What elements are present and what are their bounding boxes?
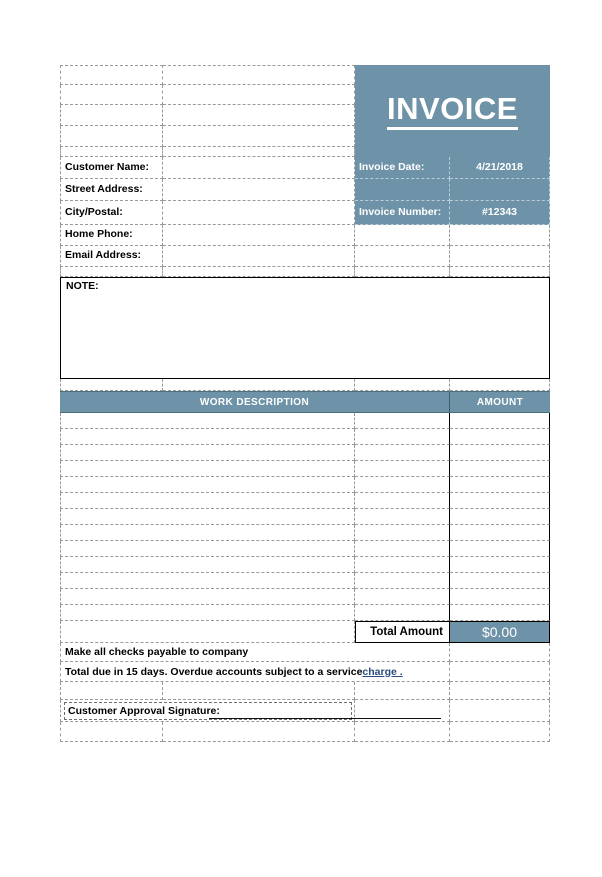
total-row-spacer	[60, 621, 355, 643]
work-table-header	[60, 391, 550, 413]
spacer-cell	[355, 682, 450, 700]
spacer-cell	[163, 682, 355, 700]
terms-text: Total due in 15 days. Overdue accounts subject to a service	[65, 665, 363, 678]
payable-note-row	[60, 643, 550, 662]
cell-work-description[interactable]	[60, 589, 355, 605]
table-row	[60, 477, 550, 493]
cell-work-description[interactable]	[60, 493, 355, 509]
spacer-cell[interactable]	[163, 147, 355, 157]
customer-row	[60, 179, 550, 201]
spacer-cell[interactable]	[60, 105, 163, 126]
spacer-row	[60, 147, 355, 157]
cell-amount[interactable]	[450, 573, 550, 589]
customer-row	[60, 201, 550, 225]
cell-work-description[interactable]	[60, 461, 355, 477]
input-home-phone[interactable]	[163, 225, 355, 246]
spacer-cell	[450, 682, 550, 700]
table-row	[60, 493, 550, 509]
cell-work-description[interactable]	[60, 445, 355, 461]
table-row	[60, 541, 550, 557]
table-row	[60, 573, 550, 589]
spacer-cell	[450, 722, 550, 742]
spacer-cell[interactable]	[163, 65, 355, 85]
table-row	[60, 509, 550, 525]
value-invoice-number[interactable]: #12343	[450, 201, 550, 225]
table-row	[60, 461, 550, 477]
note-label: NOTE:	[66, 280, 99, 292]
cell-amount[interactable]	[450, 413, 550, 429]
spacer-cell[interactable]	[60, 126, 163, 147]
note-box[interactable]	[60, 277, 550, 379]
spacer-cell[interactable]	[450, 225, 550, 246]
spacer-cell[interactable]	[163, 126, 355, 147]
payable-note-text: Make all checks payable to company	[60, 643, 450, 662]
invoice-banner	[355, 65, 550, 157]
cell-work-description-ext[interactable]	[355, 589, 450, 605]
cell-work-description[interactable]	[60, 477, 355, 493]
spacer-cell	[163, 379, 355, 391]
signature-cell[interactable]	[60, 700, 355, 722]
cell-work-description[interactable]	[60, 429, 355, 445]
work-table-body	[60, 413, 550, 621]
invoice-title: INVOICE	[387, 92, 518, 130]
cell-work-description-ext[interactable]	[355, 477, 450, 493]
spacer-cell[interactable]	[163, 85, 355, 105]
cell-work-description[interactable]	[60, 557, 355, 573]
signature-label: Customer Approval Signature:	[68, 704, 220, 717]
label-street-address: Street Address:	[60, 179, 163, 201]
table-row	[60, 445, 550, 461]
blue-spacer-cell	[355, 179, 450, 201]
spacer-cell[interactable]	[450, 246, 550, 267]
table-row	[60, 589, 550, 605]
cell-work-description-ext[interactable]	[355, 445, 450, 461]
table-row	[60, 413, 550, 429]
cell-amount[interactable]	[450, 445, 550, 461]
cell-work-description-ext[interactable]	[355, 509, 450, 525]
cell-work-description-ext[interactable]	[355, 461, 450, 477]
cell-work-description-ext[interactable]	[355, 605, 450, 621]
spacer-cell	[163, 267, 355, 277]
service-charge-link[interactable]: charge .	[362, 665, 403, 678]
cell-amount[interactable]	[450, 477, 550, 493]
column-header-work-description: WORK DESCRIPTION	[60, 392, 450, 412]
spacer-cell	[163, 722, 355, 742]
spacer-cell	[60, 682, 163, 700]
input-customer-name[interactable]	[163, 157, 355, 179]
spacer-cell	[60, 267, 163, 277]
signature-underline	[209, 718, 441, 719]
customer-row	[60, 246, 550, 267]
cell-amount[interactable]	[450, 525, 550, 541]
spacer-cell	[355, 267, 450, 277]
spacer-cell	[450, 643, 550, 662]
terms-row	[60, 662, 550, 682]
column-header-amount: AMOUNT	[476, 396, 524, 408]
spacer-cell[interactable]	[60, 147, 163, 157]
spacer-row	[60, 682, 550, 700]
spacer-cell[interactable]	[60, 65, 163, 85]
label-customer-name: Customer Name:	[60, 157, 163, 179]
spacer-cell	[355, 722, 450, 742]
spacer-cell[interactable]	[163, 105, 355, 126]
table-row	[60, 605, 550, 621]
value-invoice-date[interactable]: 4/21/2018	[450, 157, 550, 179]
input-email-address[interactable]	[163, 246, 355, 267]
cell-amount[interactable]	[450, 429, 550, 445]
spacer-row	[60, 105, 355, 126]
blue-spacer-cell	[450, 179, 550, 201]
cell-work-description-ext[interactable]	[355, 557, 450, 573]
label-city-postal: City/Postal:	[60, 201, 163, 225]
cell-amount[interactable]	[450, 461, 550, 477]
spacer-cell[interactable]	[355, 225, 450, 246]
header-area	[60, 65, 550, 157]
customer-row	[60, 157, 550, 179]
spacer-cell	[60, 379, 163, 391]
spacer-cell	[450, 662, 550, 682]
signature-field[interactable]	[64, 702, 352, 720]
spacer-row	[60, 65, 355, 85]
spacer-cell	[450, 700, 550, 722]
spacer-row	[60, 722, 550, 742]
label-invoice-number: Invoice Number:	[355, 201, 450, 225]
spacer-cell	[450, 267, 550, 277]
spacer-cell	[355, 379, 450, 391]
spacer-row	[60, 85, 355, 105]
terms-text-cell	[60, 662, 450, 682]
input-street-address[interactable]	[163, 179, 355, 201]
cell-work-description-ext[interactable]	[355, 525, 450, 541]
label-email-address: Email Address:	[60, 246, 163, 267]
spacer-cell[interactable]	[355, 246, 450, 267]
spacer-cell	[450, 379, 550, 391]
customer-row	[60, 225, 550, 246]
customer-details	[60, 157, 550, 277]
cell-amount[interactable]	[450, 605, 550, 621]
total-row	[60, 621, 550, 643]
cell-work-description-ext[interactable]	[355, 541, 450, 557]
table-row	[60, 429, 550, 445]
cell-work-description[interactable]	[60, 541, 355, 557]
cell-work-description-ext[interactable]	[355, 573, 450, 589]
spacer-cell[interactable]	[60, 85, 163, 105]
input-city-postal[interactable]	[163, 201, 355, 225]
total-amount-label: Total Amount	[355, 621, 450, 643]
table-row	[60, 525, 550, 541]
cell-work-description[interactable]	[60, 509, 355, 525]
label-invoice-date: Invoice Date:	[355, 157, 450, 179]
spacer-row	[60, 126, 355, 147]
cell-amount[interactable]	[450, 541, 550, 557]
header-blank-grid	[60, 65, 355, 157]
cell-amount[interactable]	[450, 493, 550, 509]
cell-amount[interactable]	[450, 557, 550, 573]
cell-work-description[interactable]	[60, 525, 355, 541]
total-amount-value: $0.00	[450, 621, 550, 643]
label-home-phone: Home Phone:	[60, 225, 163, 246]
cell-amount[interactable]	[450, 589, 550, 605]
cell-work-description-ext[interactable]	[355, 429, 450, 445]
spacer-cell	[60, 722, 163, 742]
cell-work-description-ext[interactable]	[355, 493, 450, 509]
signature-row	[60, 700, 550, 722]
cell-work-description[interactable]	[60, 605, 355, 621]
spacer-row	[60, 267, 550, 277]
cell-work-description[interactable]	[60, 413, 355, 429]
cell-work-description-ext[interactable]	[355, 413, 450, 429]
table-row	[60, 557, 550, 573]
spacer-row	[60, 379, 550, 391]
cell-amount[interactable]	[450, 509, 550, 525]
invoice-sheet	[60, 65, 550, 745]
cell-work-description[interactable]	[60, 573, 355, 589]
